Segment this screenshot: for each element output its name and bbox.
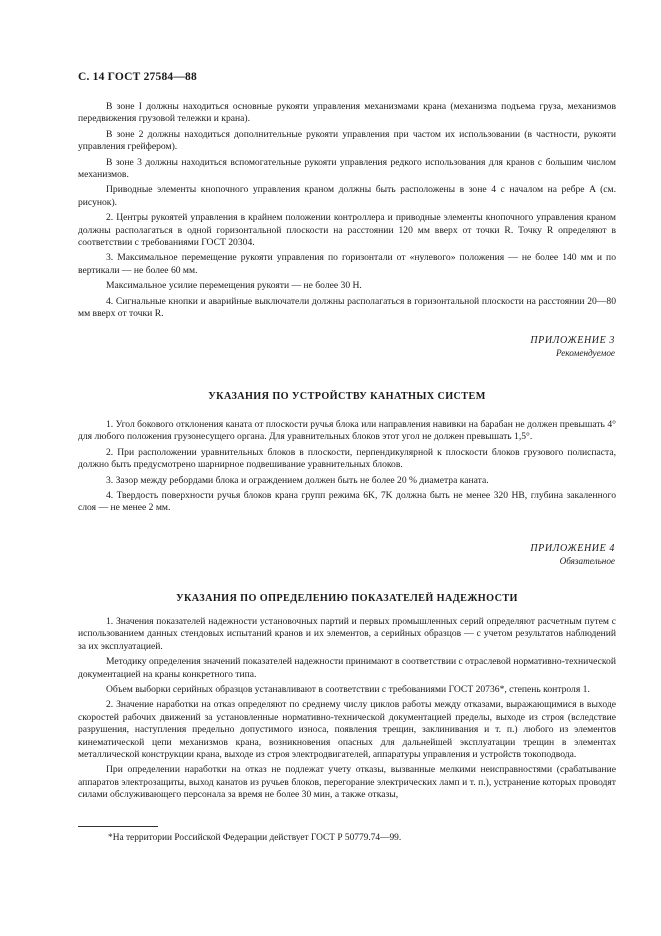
paragraph: 1. Угол бокового отклонения каната от плоскости ручья блока или направления навивки на барабан не должен превышать 4° для любого положения грузонесущего органа. Для уравнительных блоков этот угол не должен превышать 1,5°. xyxy=(78,419,616,443)
paragraph: 4. Твердость поверхности ручья блоков крана групп режима 6K, 7K должна быть не менее 320 HB, глубина закаленного слоя — не менее 2 мм. xyxy=(78,490,616,514)
paragraph: В зоне 3 должны находиться вспомогательные рукояти управления редкого использования для кранов с большим числом механизмов. xyxy=(78,156,616,181)
appendix-status: Обязательное xyxy=(559,556,615,566)
paragraph: При определении наработки на отказ не подлежат учету отказы, вызванные мелкими неисправностями (срабатывание аппаратов электрозащиты, выход канатов из ручьев блоков, перегорание электрических ламп и т. п.), устранение которых проводят силами обслуживающего персонала за время не более 30 мин, а также отказы, xyxy=(78,764,616,801)
paragraph: 3. Максимальное перемещение рукояти управления по горизонтали от «нулевого» положения — не более 140 мм и по вертикали — не более 60 мм. xyxy=(78,252,616,276)
paragraph: Объем выборки серийных образцов устанавливают в соответствии с требованиями ГОСТ 20736*, степень контроля 1. xyxy=(106,684,590,696)
appendix-3-body xyxy=(78,419,616,518)
paragraph: 2. При расположении уравнительных блоков в плоскости, перпендикулярной к плоскости блоков грузового полиспаста, должно быть предусмотрено шарнирное подвешивание уравнительных блоков. xyxy=(78,446,616,471)
intro-section xyxy=(78,101,616,324)
appendix-3-heading xyxy=(530,335,615,359)
paragraph: Приводные элементы кнопочного управления краном должны быть расположены в зоне 4 с началом на ребре A (см. рисунок). xyxy=(78,184,616,208)
paragraph: Методику определения значений показателей надежности принимают в соответствии с отраслевой нормативно-технической документацией на краны конкретного типа. xyxy=(78,656,616,680)
appendix-4-title: УКАЗАНИЯ ПО ОПРЕДЕЛЕНИЮ ПОКАЗАТЕЛЕЙ НАДЕЖНОСТИ xyxy=(176,593,518,604)
paragraph: В зоне 2 должны находиться дополнительные рукояти управления при частом их использовании (в частности, рукояти управления грейфером). xyxy=(78,128,616,153)
paragraph: 2. Центры рукоятей управления в крайнем положении контроллера и приводные элементы кнопочного управления краном должны располагаться в одной горизонтальной плоскости на расстоянии 120 мм вверх от точки R. Точку R определяют в соответствии с требованиями ГОСТ 20304. xyxy=(78,212,616,249)
paragraph: 1. Значения показателей надежности установочных партий и первых промышленных серий определяют расчетным путем с использованием данных стендовых испытаний кранов и их элементов, а серийных образцов — с учетом результатов наблюдений за их эксплуатацией. xyxy=(78,616,616,652)
appendix-4-body xyxy=(78,616,616,805)
appendix-4-heading xyxy=(530,543,615,567)
appendix-label: ПРИЛОЖЕНИЕ 3 xyxy=(530,335,615,346)
appendix-status: Рекомендуемое xyxy=(555,348,615,358)
appendix-3-title: УКАЗАНИЯ ПО УСТРОЙСТВУ КАНАТНЫХ СИСТЕМ xyxy=(208,391,486,402)
paragraph: 3. Зазор между ребордами блока и ограждением должен быть не более 20 % диаметра каната. xyxy=(106,474,489,486)
footnote: *На территории Российской Федерации действует ГОСТ Р 50779.74—99. xyxy=(108,833,402,843)
paragraph: 2. Значение наработки на отказ определяют по среднему числу циклов работы между отказами, выражающимися в выходе скоростей рабочих движений за установленные нормативно-технической документацией пределы, выходе из строя (вследствие разрушения, наступления предельно допустимого износа, появления трещин, заклинивания и т. п.) любого из элементов кинематической цепи механизмов крана, возникновения опасных для дальнейшей эксплуатации трещин в элементах металлической конструкции крана, выходе из строя электродвигателей, аппаратуры управления и устройств токоподвода. xyxy=(78,699,616,761)
paragraph: 4. Сигнальные кнопки и аварийные выключатели должны располагаться в горизонтальной плоскости на расстоянии 20—80 мм вверх от точки R. xyxy=(78,295,616,320)
paragraph: В зоне I должны находиться основные рукояти управления механизмами крана (механизма подъема груза, механизмов передвижения грузовой тележки и крана). xyxy=(78,101,616,125)
appendix-label: ПРИЛОЖЕНИЕ 4 xyxy=(530,543,615,554)
page-header: С. 14 ГОСТ 27584—88 xyxy=(78,71,197,83)
footnote-divider xyxy=(78,826,158,827)
paragraph: Максимальное усилие перемещения рукояти — не более 30 Н. xyxy=(106,280,362,292)
